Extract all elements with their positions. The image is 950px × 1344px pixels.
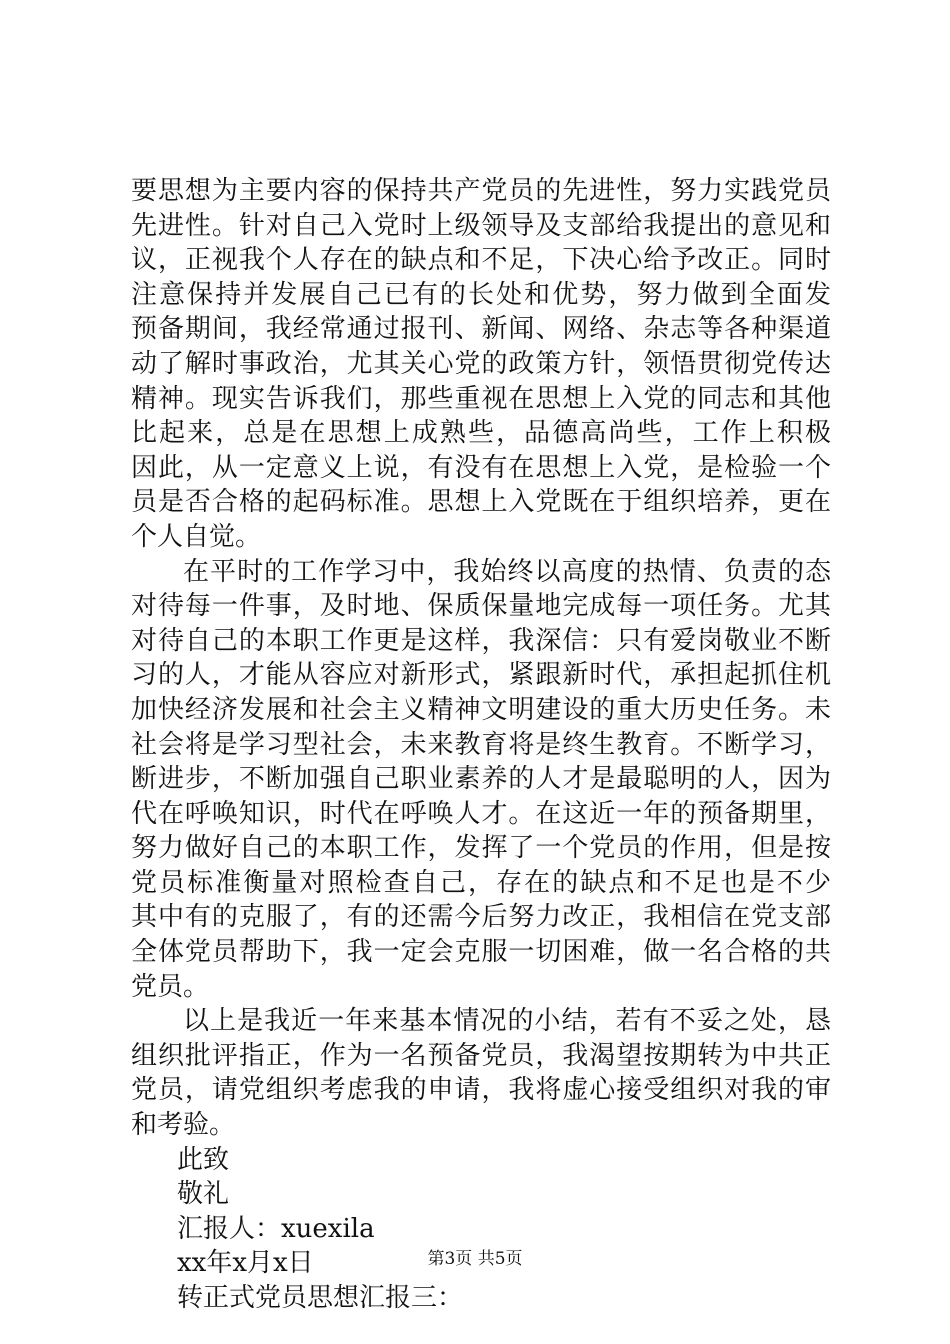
paragraph-line: 要思想为主要内容的保持共产党员的先进性，努力实践党员 xyxy=(131,176,831,206)
page-footer xyxy=(0,1244,950,1269)
paragraph-line: 精神。现实告诉我们，那些重视在思想上入党的同志和其他 xyxy=(131,383,831,414)
paragraph-line: 全体党员帮助下，我一定会克服一切困难，做一名合格的共 xyxy=(131,937,831,968)
signature-line: 汇报人：xuexila xyxy=(177,1213,375,1244)
paragraph-line: 在平时的工作学习中，我始终以高度的热情、负责的态 xyxy=(183,556,831,587)
paragraph-line: 以上是我近一年来基本情况的小结，若有不妥之处，恳 xyxy=(183,1006,831,1037)
paragraph-line: 注意保持并发展自己已有的长处和优势，努力做到全面发 xyxy=(131,279,831,310)
paragraph-line: 对待自己的本职工作更是这样，我深信：只有爱岗敬业不断 xyxy=(131,625,831,656)
paragraph-line: 党员标准衡量对照检查自己，存在的缺点和不足也是不少 xyxy=(131,867,831,898)
paragraph-line: 对待每一件事，及时地、保质保量地完成每一项任务。尤其 xyxy=(131,591,831,622)
section-heading: 转正式党员思想汇报三： xyxy=(177,1283,464,1313)
paragraph-line: 员是否合格的起码标准。思想上入党既在于组织培养，更在 xyxy=(131,487,831,518)
salutation-line: 此致 xyxy=(177,1144,230,1175)
page-number: 第3页 共5页 xyxy=(427,1249,523,1269)
paragraph-line: 其中有的克服了，有的还需今后努力改正，我相信在党支部 xyxy=(131,902,831,933)
paragraph-line: 党员。 xyxy=(131,971,210,1002)
paragraph-line: 加快经济发展和社会主义精神文明建设的重大历史任务。未 xyxy=(131,694,831,725)
date-line: xx年x月x日 xyxy=(177,1248,314,1279)
paragraph-line: 比起来，总是在思想上成熟些，品德高尚些，工作上积极 xyxy=(131,418,831,449)
paragraph-line: 议，正视我个人存在的缺点和不足，下决心给予改正。同时 xyxy=(131,245,831,276)
paragraph-line: 努力做好自己的本职工作，发挥了一个党员的作用，但是按 xyxy=(131,833,831,864)
paragraph-line: 和考验。 xyxy=(131,1110,236,1141)
paragraph-line: 社会将是学习型社会，未来教育将是终生教育。不断学习， xyxy=(131,729,831,760)
paragraph-line: 党员，请党组织考虑我的申请，我将虚心接受组织对我的审 xyxy=(131,1075,831,1106)
paragraph-line: 组织批评指正，作为一名预备党员，我渴望按期转为中共正 xyxy=(131,1040,831,1071)
report-body xyxy=(131,174,831,1316)
paragraph-line: 先进性。针对自己入党时上级领导及支部给我提出的意见和 xyxy=(131,210,831,241)
paragraph-line: 因此，从一定意义上说，有没有在思想上入党，是检验一个 xyxy=(131,452,831,483)
salutation-line: 敬礼 xyxy=(177,1179,230,1210)
paragraph-line: 动了解时事政治，尤其关心党的政策方针，领悟贯彻党传达 xyxy=(131,348,831,379)
paragraph-line: 断进步，不断加强自己职业素养的人才是最聪明的人，因为 xyxy=(131,764,831,795)
paragraph-line: 代在呼唤知识，时代在呼唤人才。在这近一年的预备期里， xyxy=(131,798,831,829)
paragraph-line: 个人自觉。 xyxy=(131,521,262,552)
paragraph-line: 习的人，才能从容应对新形式，紧跟新时代，承担起抓住机 xyxy=(131,660,831,691)
paragraph-line: 预备期间，我经常通过报刊、新闻、网络、杂志等各种渠道 xyxy=(131,314,831,345)
